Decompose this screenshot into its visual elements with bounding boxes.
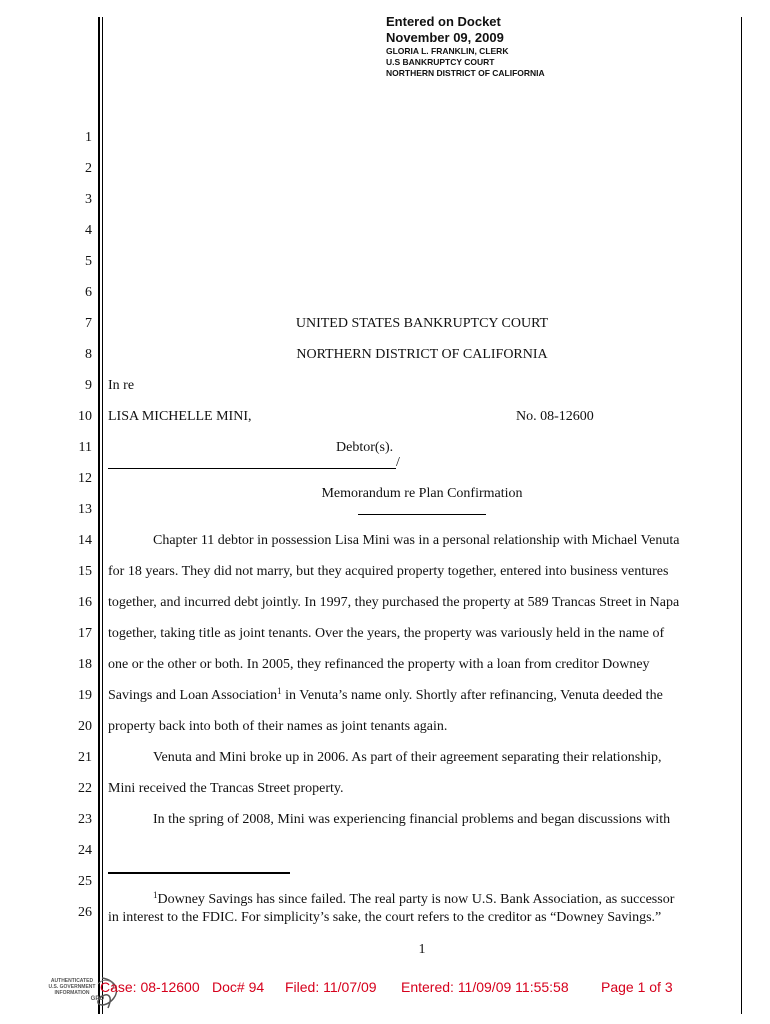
line-number: 6 <box>85 285 92 300</box>
line-number: 21 <box>78 750 92 765</box>
body-line: In the spring of 2008, Mini was experiencing financial problems and began discussions with <box>153 812 671 827</box>
body-line: Chapter 11 debtor in possession Lisa Mini was in a personal relationship with Michael Venuta <box>153 533 680 548</box>
line-number: 22 <box>78 781 92 796</box>
body-line: Venuta and Mini broke up in 2006. As part of their agreement separating their relationship, <box>153 750 662 765</box>
line-number: 20 <box>78 719 92 734</box>
page-number: 1 <box>418 942 426 957</box>
left-margin-line-inner <box>102 17 103 1014</box>
caption-rule <box>108 468 396 469</box>
line-number: 1 <box>85 130 92 145</box>
court-name: UNITED STATES BANKRUPTCY COURT <box>295 316 549 331</box>
body-line: one or the other or both. In 2005, they refinanced the property with a loan from creditor Downey <box>108 657 650 672</box>
footer-case: Case: 08-12600 <box>100 979 200 995</box>
line-number: 17 <box>78 626 92 641</box>
footnote-text-1: Downey Savings has since failed. The real party is now U.S. Bank Association, as successor <box>157 892 675 907</box>
line-number: 8 <box>85 347 92 362</box>
line-number: 23 <box>78 812 92 827</box>
footer-page: Page 1 of 3 <box>601 979 673 995</box>
docket-clerk: GLORIA L. FRANKLIN, CLERK <box>386 46 509 56</box>
body-line-start: Savings and Loan Association <box>108 688 278 703</box>
caption-slash: / <box>396 455 400 470</box>
debtor-label: Debtor(s). <box>336 440 394 455</box>
line-number: 26 <box>78 905 92 920</box>
memorandum-title: Memorandum re Plan Confirmation <box>321 486 523 501</box>
body-line: Mini received the Trancas Street property. <box>108 781 344 796</box>
line-number: 14 <box>78 533 92 548</box>
body-line: for 18 years. They did not marry, but they acquired property together, entered into business ventures <box>108 564 669 579</box>
line-number: 4 <box>85 223 92 238</box>
docket-district: NORTHERN DISTRICT OF CALIFORNIA <box>386 68 545 78</box>
docket-date: November 09, 2009 <box>386 30 504 45</box>
footnote-reference: 1 <box>277 686 282 696</box>
footnote-line <box>153 892 674 908</box>
body-line: property back into both of their names as joint tenants again. <box>108 719 448 734</box>
footer-doc: Doc# 94 <box>212 979 265 995</box>
in-re-label: In re <box>108 378 135 393</box>
line-number: 7 <box>85 316 92 331</box>
body-line <box>108 688 663 704</box>
footnote-marker: 1 <box>153 890 158 900</box>
line-number: 11 <box>78 440 92 455</box>
line-number: 12 <box>78 471 92 486</box>
line-number: 25 <box>78 874 92 889</box>
left-margin-line-outer <box>98 17 100 1014</box>
body-line-end: in Venuta’s name only. Shortly after refinancing, Venuta deeded the <box>281 688 663 703</box>
line-number: 18 <box>78 657 92 672</box>
docket-entered-label: Entered on Docket <box>386 14 501 29</box>
docket-stamp <box>386 14 545 79</box>
docket-court: U.S BANKRUPTCY COURT <box>386 57 495 67</box>
line-number: 2 <box>85 161 92 176</box>
seal-text: AUTHENTICATED U.S. GOVERNMENT INFORMATION GPO <box>48 978 104 1002</box>
body-line: together, and incurred debt jointly. In 1997, they purchased the property at 589 Trancas Street in Napa <box>108 595 680 610</box>
line-number: 3 <box>85 192 92 207</box>
line-number: 5 <box>85 254 92 269</box>
line-number: 10 <box>78 409 92 424</box>
body-line: together, taking title as joint tenants. Over the years, the property was variously held in the name of <box>108 626 665 641</box>
debtor-name: LISA MICHELLE MINI, <box>108 409 252 424</box>
court-district: NORTHERN DISTRICT OF CALIFORNIA <box>296 347 548 362</box>
footnote-text-2: in interest to the FDIC. For simplicity’s sake, the court refers to the creditor as “Downey Savings.” <box>108 910 662 925</box>
line-number: 16 <box>78 595 92 610</box>
line-number: 9 <box>85 378 92 393</box>
footer-filed: Filed: 11/07/09 <box>285 979 377 995</box>
title-rule <box>358 514 486 515</box>
line-number: 24 <box>78 843 92 858</box>
right-margin-line <box>741 17 742 1014</box>
case-number: No. 08-12600 <box>516 409 594 424</box>
footer-entered: Entered: 11/09/09 11:55:58 <box>401 979 569 995</box>
line-number: 13 <box>78 502 92 517</box>
footnote-rule <box>108 872 290 874</box>
line-number: 15 <box>78 564 92 579</box>
line-number: 19 <box>78 688 92 703</box>
